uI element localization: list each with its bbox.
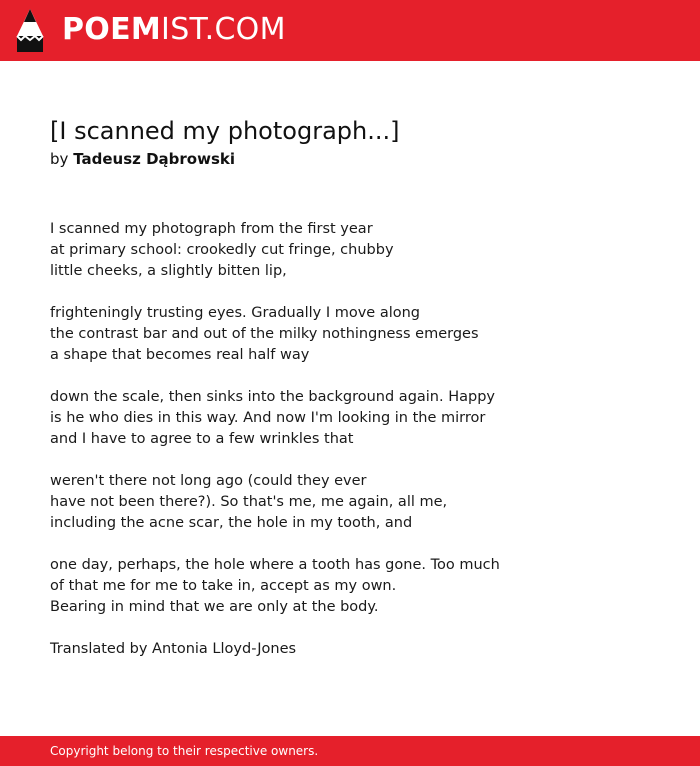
site-footer: [0, 736, 700, 766]
poem-line: down the scale, then sinks into the background again. Happy: [50, 389, 495, 405]
poem-line: I scanned my photograph from the first year: [50, 221, 373, 237]
poem-title: [I scanned my photograph...]: [50, 117, 400, 145]
poem-line: at primary school: crookedly cut fringe, chubby: [50, 242, 394, 258]
poem-body: [50, 219, 650, 660]
site-header: [0, 0, 700, 61]
stanza: [50, 555, 650, 618]
poem-line: have not been there?). So that's me, me again, all me,: [50, 494, 448, 510]
poem-line: frighteningly trusting eyes. Gradually I move along: [50, 305, 421, 321]
author-name: Tadeusz Dąbrowski: [73, 150, 235, 168]
pencil-tip-icon[interactable]: [16, 9, 44, 52]
stanza: [50, 471, 650, 534]
poem-line: a shape that becomes real half way: [50, 347, 310, 363]
poem-line: the contrast bar and out of the milky nothingness emerges: [50, 326, 479, 342]
translator-credit: Translated by Antonia Lloyd-Jones: [50, 641, 297, 657]
copyright-notice: Copyright belong to their respective owners.: [50, 744, 319, 758]
logo-thin-text: IST.COM: [161, 12, 286, 47]
poem-line: Bearing in mind that we are only at the body.: [50, 599, 379, 615]
poem-line: of that me for me to take in, accept as my own.: [50, 578, 397, 594]
logo-bold-text: POEM: [62, 12, 162, 47]
poem-line: and I have to agree to a few wrinkles that: [50, 431, 354, 447]
poem-line: including the acne scar, the hole in my tooth, and: [50, 515, 413, 531]
poem-line: little cheeks, a slightly bitten lip,: [50, 263, 287, 279]
poem-line: is he who dies in this way. And now I'm looking in the mirror: [50, 410, 486, 426]
stanza: [50, 387, 650, 450]
stanza: [50, 219, 650, 282]
site-logo[interactable]: [62, 12, 286, 48]
stanza: [50, 303, 650, 366]
by-label: by: [50, 150, 69, 168]
poem-line: one day, perhaps, the hole where a tooth has gone. Too much: [50, 557, 500, 573]
byline: [50, 149, 235, 169]
poem-line: weren't there not long ago (could they ever: [50, 473, 367, 489]
